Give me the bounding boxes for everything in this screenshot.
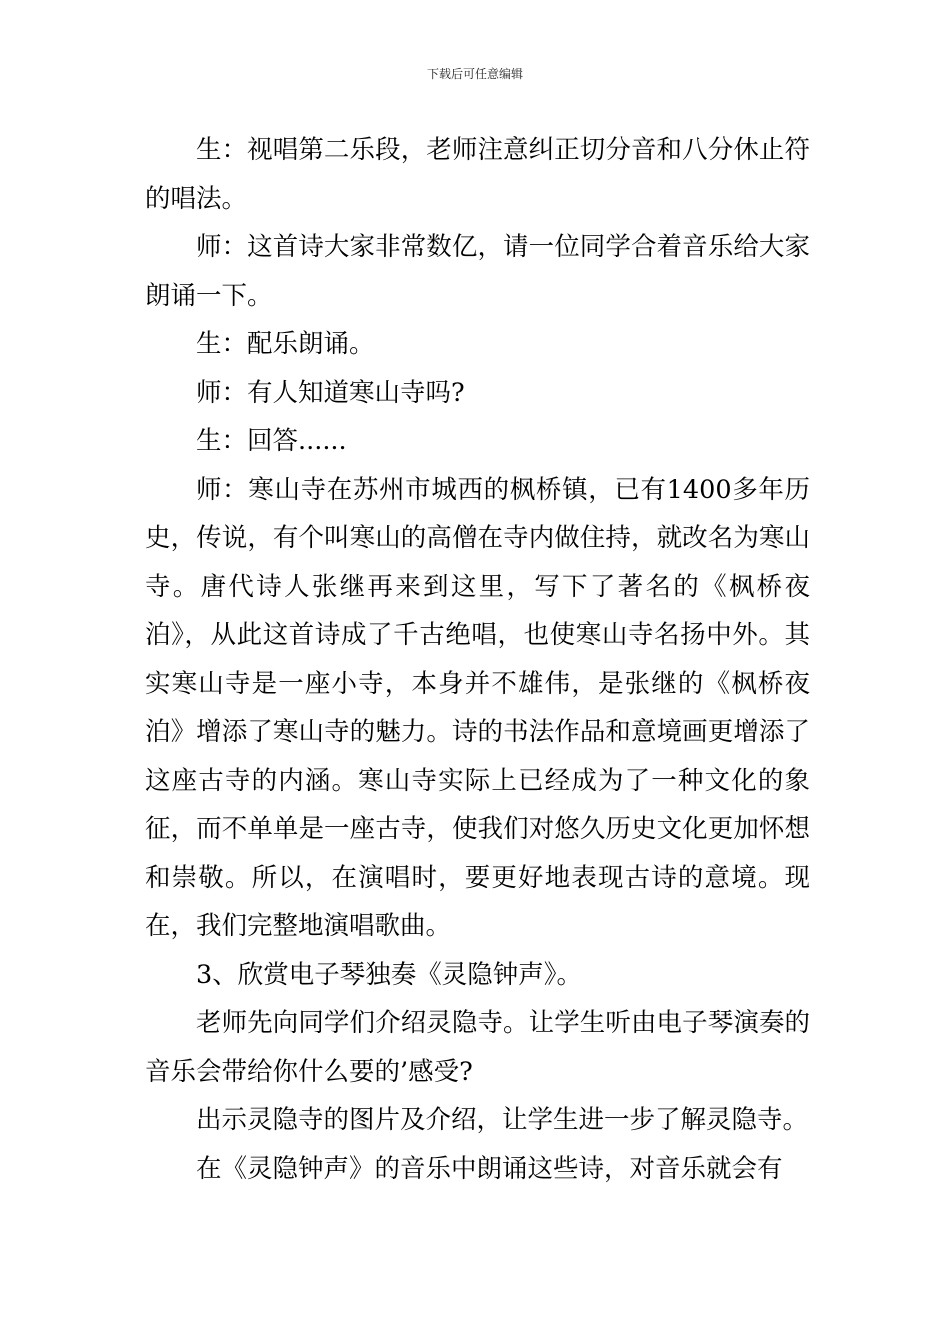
paragraph: 在《灵隐钟声》的音乐中朗诵这些诗，对音乐就会有 bbox=[196, 1153, 783, 1184]
paragraph: 师：寒山寺在苏州市城西的枫桥镇，已有1400多年历史，传说，有个叫寒山的高僧在寺内做住持，就改名为寒山寺。唐代诗人张继再来到这里，写下了著名的《枫桥夜泊》，从此这首诗成了千古绝唱，也使寒山寺名扬中外。其实寒山寺是一座小寺，本身并不雄伟，是张继的《枫桥夜泊》增添了寒山寺的魅力。诗的书法作品和意境画更增添了这座古寺的内涵。寒山寺实际上已经成为了一种文化的象征，而不单单是一座古寺，使我们对悠久历史文化更加怀想和崇敬。所以，在演唱时，要更好地表现古诗的意境。现在，我们完整地演唱歌曲。 bbox=[145, 474, 810, 941]
paragraph: 生：视唱第二乐段，老师注意纠正切分音和八分休止符的唱法。 bbox=[145, 135, 810, 214]
paragraph: 3、欣赏电子琴独奏《灵隐钟声》。 bbox=[196, 959, 582, 990]
paragraph: 生：回答...... bbox=[196, 426, 347, 456]
paragraph: 出示灵隐寺的图片及介绍，让学生进一步了解灵隐寺。 bbox=[196, 1105, 809, 1135]
paragraph: 老师先向同学们介绍灵隐寺。让学生听由电子琴演奏的音乐会带给你什么要的’感受? bbox=[145, 1008, 810, 1087]
document-body bbox=[145, 126, 810, 1193]
paragraph: 生：配乐朗诵。 bbox=[196, 329, 375, 359]
page-header: 下载后可任意编辑 bbox=[426, 67, 523, 81]
paragraph: 师：有人知道寒山寺吗? bbox=[196, 377, 465, 408]
paragraph: 师：这首诗大家非常数亿，请一位同学合着音乐给大家朗诵一下。 bbox=[145, 232, 810, 311]
